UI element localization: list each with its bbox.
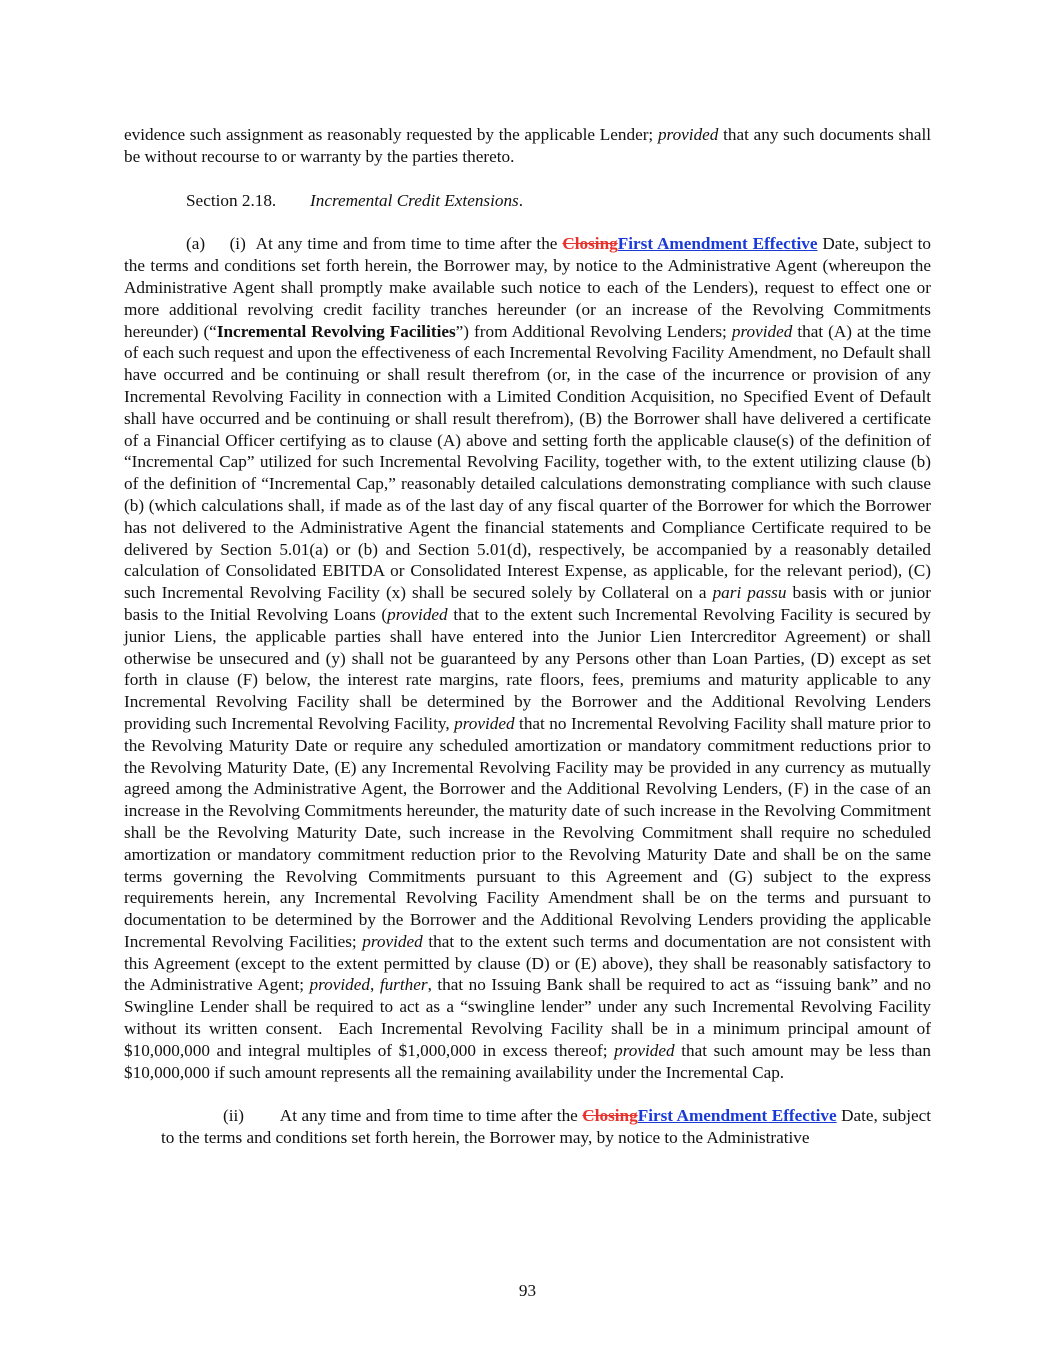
defined-term: Incremental Revolving Facilities [216,321,456,341]
section-title: Incremental Credit Extensions [310,190,519,210]
text-run: that such amount may be less than $10,000,000 if such amount represents all the remaining availability under the Incremental Cap. [124,1040,931,1082]
inserted-text: First Amendment Effective [617,234,818,254]
carryover-paragraph [124,124,931,168]
section-number: Section 2.18. [186,190,277,210]
text-run: that no Incremental Revolving Facility shall mature prior to the Revolving Maturity Date or require any scheduled amortization or mandatory commitment reductions prior to the Revolving Maturity Date, (E) any Incremental Revolving Facility may be provided in any currency as mutually agreed among the Administrative Agent, the Borrower and the Additional Revolving Lenders, (F) in the case of an increase in the Revolving Commitments hereunder, the maturity date of such increase in the Revolving Commitment shall be the Revolving Maturity Date, such increase in the Revolving Commitment shall require no scheduled amortization or mandatory commitment reduction prior to the Revolving Maturity Date and shall be on the same terms governing the Revolving Commitments pursuant to this Agreement and (G) subject to the express requirements herein, any Incremental Revolving Facility Amendment shall be on the terms and pursuant to documentation to be determined by the Borrower and the Additional Revolving Lenders providing the applicable Incremental Revolving Facilities; [124,713,931,951]
section-period: . [518,190,524,210]
text-run: Date, subject to the terms and conditions set forth herein, the Borrower may, by notice to the Administrative [161,1106,932,1148]
italic-provided: provided [731,321,793,341]
text-run: ”) from Additional Revolving Lenders; [455,321,732,341]
italic-provided: provided [387,604,448,624]
text-run: that to the extent such Incremental Revolving Facility is secured by junior Liens, the applicable parties shall have entered into the Junior Lien Intercreditor Agreement) or shall otherwise be unsecured and (y) shall not be guaranteed by any Persons other than Loan Parties, (D) except as set forth in clause (F) below, the interest rate margins, rate floors, fees, premiums and maturity applicable to any Incremental Revolving Facility shall be determined by the Borrower and the Additional Revolving Lenders providing such Incremental Revolving Facility, [124,604,931,733]
italic-provided: provided [657,125,719,144]
italic-provided: provided [362,931,423,951]
para-lead: (a) (i) At any time and from time to time after the [186,234,563,254]
italic-pari-passu: pari passu [712,583,787,603]
italic-provided: provided [454,713,515,733]
deleted-text: Closing [562,234,618,254]
inserted-text: First Amendment Effective [637,1106,837,1126]
document-page [124,124,931,1149]
section-heading [124,190,931,212]
italic-provided: provided [614,1040,675,1060]
text-run: that any such documents shall be without recourse to or warranty by the parties thereto. [124,125,931,166]
text-run: , that no Issuing Bank shall be required to act as “issuing bank” and no Swingline Lender shall be required to act as a “swingline lender” under any such Incremental Revolving Facility without its written consent. Each Incremental Revolving Facility shall be in a minimum principal amount of $10,000,000 and integral multiples of $1,000,000 in excess thereof; [124,975,931,1060]
italic-further: further [379,975,428,995]
text-run: Date, subject to the terms and conditions set forth herein, the Borrower may, by notice to the Administrative Agent (whereupon the Administrative Agent shall promptly make available such notice to each of the Lenders), request to effect one or more additional revolving credit facility tranches hereunder (or an increase of the Revolving Commitments hereunder) (“ [124,234,931,341]
text-run: basis with or junior basis to the Initial Revolving Loans ( [124,583,931,624]
deleted-text: Closing [582,1106,638,1126]
page-number: 93 [518,1281,537,1300]
text-run: , [370,975,380,995]
text-run: evidence such assignment as reasonably requested by the applicable Lender; [124,125,658,144]
para-lead: (ii) At any time and from time to time after the [223,1106,583,1126]
paragraph-a [124,233,931,1083]
text-run: that (A) at the time of each such request and upon the effectiveness of each Incremental Revolving Facility Amendment, no Default shall have occurred and be continuing or shall result therefrom (or, in the case of the incurrence or provision of any Incremental Revolving Facility in connection with a Limited Condition Acquisition, no Specified Event of Default shall have occurred and be continuing or shall result therefrom), (B) the Borrower shall have delivered a certificate of a Financial Officer certifying as to clause (A) above and setting forth the applicable clause(s) of the definition of “Incremental Cap” utilized for such Incremental Revolving Facility, together with, to the extent utilizing clause (b) of the definition of “Incremental Cap,” reasonably detailed calculations demonstrating compliance with such clause (b) (which calculations shall, if made as of the last day of any fiscal quarter of the Borrower for which the Borrower has not delivered to the Administrative Agent the financial statements and Compliance Certificate required to be delivered by Section 5.01(a) or (b) and Section 5.01(d), respectively, be accompanied by a reasonably detailed calculation of Consolidated EBITDA or Consolidated Interest Expense, as applicable, for the relevant period), (C) such Incremental Revolving Facility (x) shall be secured solely by Collateral on a [124,321,931,603]
italic-provided: provided [309,975,370,995]
paragraph-ii [124,1105,931,1149]
text-run: that to the extent such terms and documentation are not consistent with this Agreement (except to the extent permitted by clause (D) or (E) above), they shall be reasonably satisfactory to the Administrative Agent; [124,931,932,995]
